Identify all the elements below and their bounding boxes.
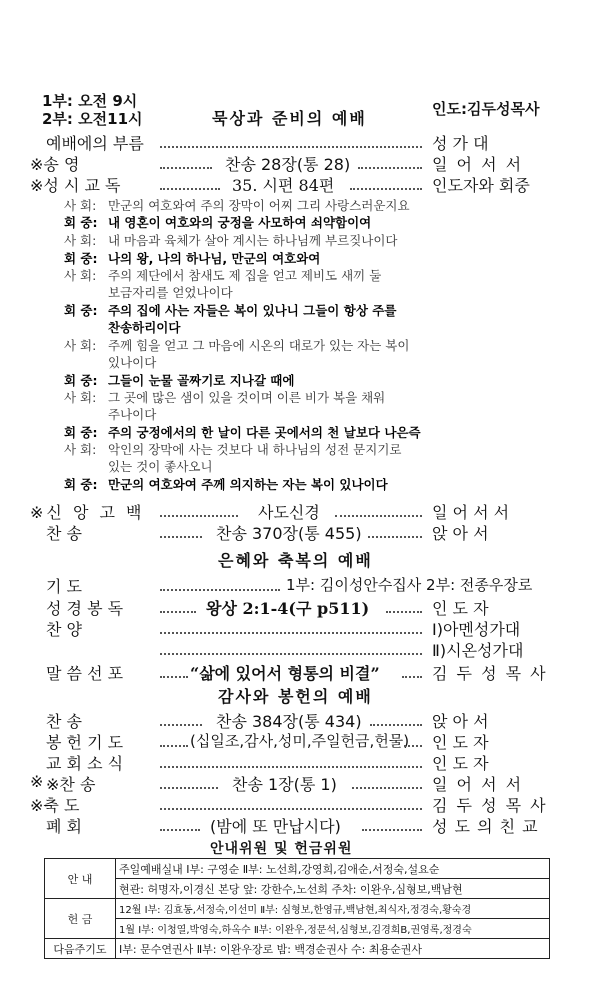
hymn-detail: 찬송 370장(통 455) xyxy=(216,524,362,543)
leader-dots xyxy=(370,724,422,726)
committee-table xyxy=(44,858,550,959)
offering-label: 봉 헌 기 도 xyxy=(46,733,124,752)
service-time-2: 2부: 오전11시 xyxy=(42,110,143,128)
leader-dots xyxy=(386,611,422,613)
leader-dots xyxy=(160,829,200,831)
leader-dots xyxy=(404,745,422,747)
reading-line: 사 회: 주의 제단에서 참새도 제 집을 얻고 제비도 새끼 둘 xyxy=(64,268,382,283)
leader-dots xyxy=(362,829,422,831)
news-role: 인 도 자 xyxy=(432,754,489,773)
anthem-choir-1: Ⅰ)아멘성가대 xyxy=(432,620,521,639)
offering-detail: (십일조,감사,성미,주일헌금,헌물) xyxy=(190,732,410,750)
table-row xyxy=(45,939,550,959)
leader-dots xyxy=(402,676,422,678)
guide-row-1: 주일예배실내 Ⅰ부: 구영순 Ⅱ부: 노선희,강영희,김애순,서정숙,설요순 xyxy=(116,859,550,879)
creed-role: 일 어 서 서 xyxy=(432,503,510,522)
table-row xyxy=(45,899,550,919)
reading-line: 사 회: 내 마음과 육체가 살아 계시는 하나님께 부르짖나이다 xyxy=(64,233,398,248)
sermon-label: 말 씀 선 포 xyxy=(46,664,124,683)
reading-line: 사 회: 만군의 여호와여 주의 장막이 어찌 그리 사랑스러운지요 xyxy=(64,198,410,213)
leader-dots xyxy=(160,589,280,591)
presider: 인도:김두성목사 xyxy=(432,100,540,118)
leader-dots xyxy=(368,536,422,538)
scripture-role: 인 도 자 xyxy=(432,599,489,618)
section-title-grace: 은혜와 축복의 예배 xyxy=(218,551,373,570)
hymn-label: 찬 송 xyxy=(46,524,82,543)
reading-line: 사 회: 그 곳에 많은 샘이 있을 것이며 이른 비가 복을 채워 xyxy=(64,390,386,405)
leader-dots xyxy=(160,787,218,789)
close-role: 성 도 의 친 교 xyxy=(432,817,539,836)
leader-dots xyxy=(160,766,422,768)
next-prayer-row: Ⅰ부: 문수연권사 Ⅱ부: 이완우장로 밤: 백경순권사 수: 최용순권사 xyxy=(116,939,550,959)
reading-line: 회 중: 그들이 눈물 골짜기로 지나갈 때에 xyxy=(64,373,295,388)
reading-line: 회 중: 내 영혼이 여호와의 궁정을 사모하여 쇠약함이여 xyxy=(64,215,372,230)
thanks-hymn-role: 앉 아 서 xyxy=(432,712,489,731)
news-label: 교 회 소 식 xyxy=(46,754,124,773)
prayer-detail: 1부: 김이성안수집사 2부: 전종우장로 xyxy=(286,576,533,594)
leader-dots xyxy=(160,808,422,810)
guide-row-2: 현관: 허명자,이경신 본당 앞: 강한수,노선희 주차: 이완우,심형보,백남현 xyxy=(116,879,550,899)
section-title-prep: 묵상과 준비의 예배 xyxy=(212,109,367,128)
leader-dots xyxy=(160,676,188,678)
responsive-reading-label: ※성 시 교 독 xyxy=(30,176,121,195)
reading-line: 회 중: 나의 왕, 나의 하나님, 만군의 여호와여 xyxy=(64,251,321,266)
section-title-thanks: 감사와 봉헌의 예배 xyxy=(218,687,373,706)
hymn-role: 앉 아 서 xyxy=(432,524,489,543)
leader-dots xyxy=(335,515,422,517)
leader-dots xyxy=(160,146,422,148)
committee-title: 안내위원 및 헌금위원 xyxy=(210,841,353,857)
offering-row-2: 1월 Ⅰ부: 이청열,박영숙,하옥수 Ⅱ부: 이완우,정문석,심형보,김경희B,권영록,정경숙 xyxy=(116,919,550,939)
reading-line: 사 회: 악인의 장막에 사는 것보다 내 하나님의 성전 문지기로 xyxy=(64,442,402,457)
closing-hymn-label: ※찬 송 xyxy=(46,775,96,794)
doxology-label: ※송 영 xyxy=(30,155,80,174)
responsive-reading-detail: 35. 시편 84편 xyxy=(232,176,335,195)
leader-dots xyxy=(160,745,188,747)
table-row xyxy=(45,859,550,879)
reading-line: 사 회: 주께 힘을 얻고 그 마음에 시온의 대로가 있는 자는 복이 xyxy=(64,338,410,353)
leader-dots xyxy=(160,167,212,169)
leader-dots xyxy=(350,188,422,190)
creed-label: ※신 앙 고 백 xyxy=(30,503,145,522)
anthem-label: 찬 양 xyxy=(46,620,82,639)
benediction-role: 김 두 성 목 사 xyxy=(432,796,548,815)
creed-detail: 사도신경 xyxy=(258,503,320,522)
leader-dots xyxy=(160,515,238,517)
call-role-text: 성 가 대 xyxy=(432,134,489,153)
offering-row-1: 12월 Ⅰ부: 김효동,서정숙,이선미 Ⅱ부: 심형보,한영규,백남현,최식자,정경숙,황숙경 xyxy=(116,899,550,919)
scripture-label: 성 경 봉 독 xyxy=(46,599,124,618)
closing-hymn-prefix: ※ xyxy=(30,772,44,791)
reading-line-cont: 주나이다 xyxy=(108,407,157,422)
reading-line: 회 중: 주의 집에 사는 자들은 복이 있나니 그들이 항상 주를 xyxy=(64,303,397,318)
leader-dots xyxy=(160,653,422,655)
leader-dots xyxy=(160,724,202,726)
leader-dots xyxy=(160,632,422,634)
reading-line-cont: 찬송하리이다 xyxy=(108,320,181,335)
reading-line-cont: 보금자리를 얻었나이다 xyxy=(108,285,233,300)
table-row xyxy=(45,879,550,899)
call-role xyxy=(432,131,550,154)
anthem-choir-2: Ⅱ)시온성가대 xyxy=(432,641,524,660)
leader-dots xyxy=(352,787,422,789)
reading-line: 회 중: 주의 궁정에서의 한 날이 다른 곳에서의 천 날보다 나은즉 xyxy=(64,425,421,440)
close-detail: (밤에 또 만납시다) xyxy=(210,817,341,836)
offering-role: 인 도 자 xyxy=(432,733,489,752)
closing-hymn-detail: 찬송 1장(통 1) xyxy=(232,775,337,794)
call-to-worship-label: 예배에의 부름 xyxy=(46,134,144,153)
doxology-hymn: 찬송 28장(통 28) xyxy=(225,155,351,174)
leader-dots xyxy=(160,536,202,538)
leader-dots xyxy=(160,611,196,613)
benediction-label: ※축 도 xyxy=(30,796,80,815)
reading-line-cont: 있나이다 xyxy=(108,355,157,370)
next-prayer-head: 다음주기도 xyxy=(45,939,116,959)
responsive-reading-role: 인도자와 회중 xyxy=(432,176,530,195)
doxology-role: 일 어 서 서 xyxy=(432,155,524,174)
leader-dots xyxy=(358,167,422,169)
leader-dots xyxy=(160,188,220,190)
closing-hymn-role: 일 어 서 서 xyxy=(432,775,524,794)
prayer-label: 기 도 xyxy=(46,577,82,596)
offering-head: 헌 금 xyxy=(45,899,116,939)
sermon-title: “삶에 있어서 형통의 비결” xyxy=(190,664,380,683)
table-row xyxy=(45,919,550,939)
guide-head: 안 내 xyxy=(45,859,116,899)
thanks-hymn-label: 찬 송 xyxy=(46,712,82,731)
scripture-detail: 왕상 2:1-4(구 p511) xyxy=(206,599,370,618)
close-label: 폐 회 xyxy=(46,817,82,836)
sermon-role: 김 두 성 목 사 xyxy=(432,664,548,683)
thanks-hymn-detail: 찬송 384장(통 434) xyxy=(216,712,362,731)
service-time-1: 1부: 오전 9시 xyxy=(42,92,138,110)
reading-line-cont: 있는 것이 좋사오니 xyxy=(108,459,213,474)
reading-line: 회 중: 만군의 여호와여 주께 의지하는 자는 복이 있나이다 xyxy=(64,477,388,492)
